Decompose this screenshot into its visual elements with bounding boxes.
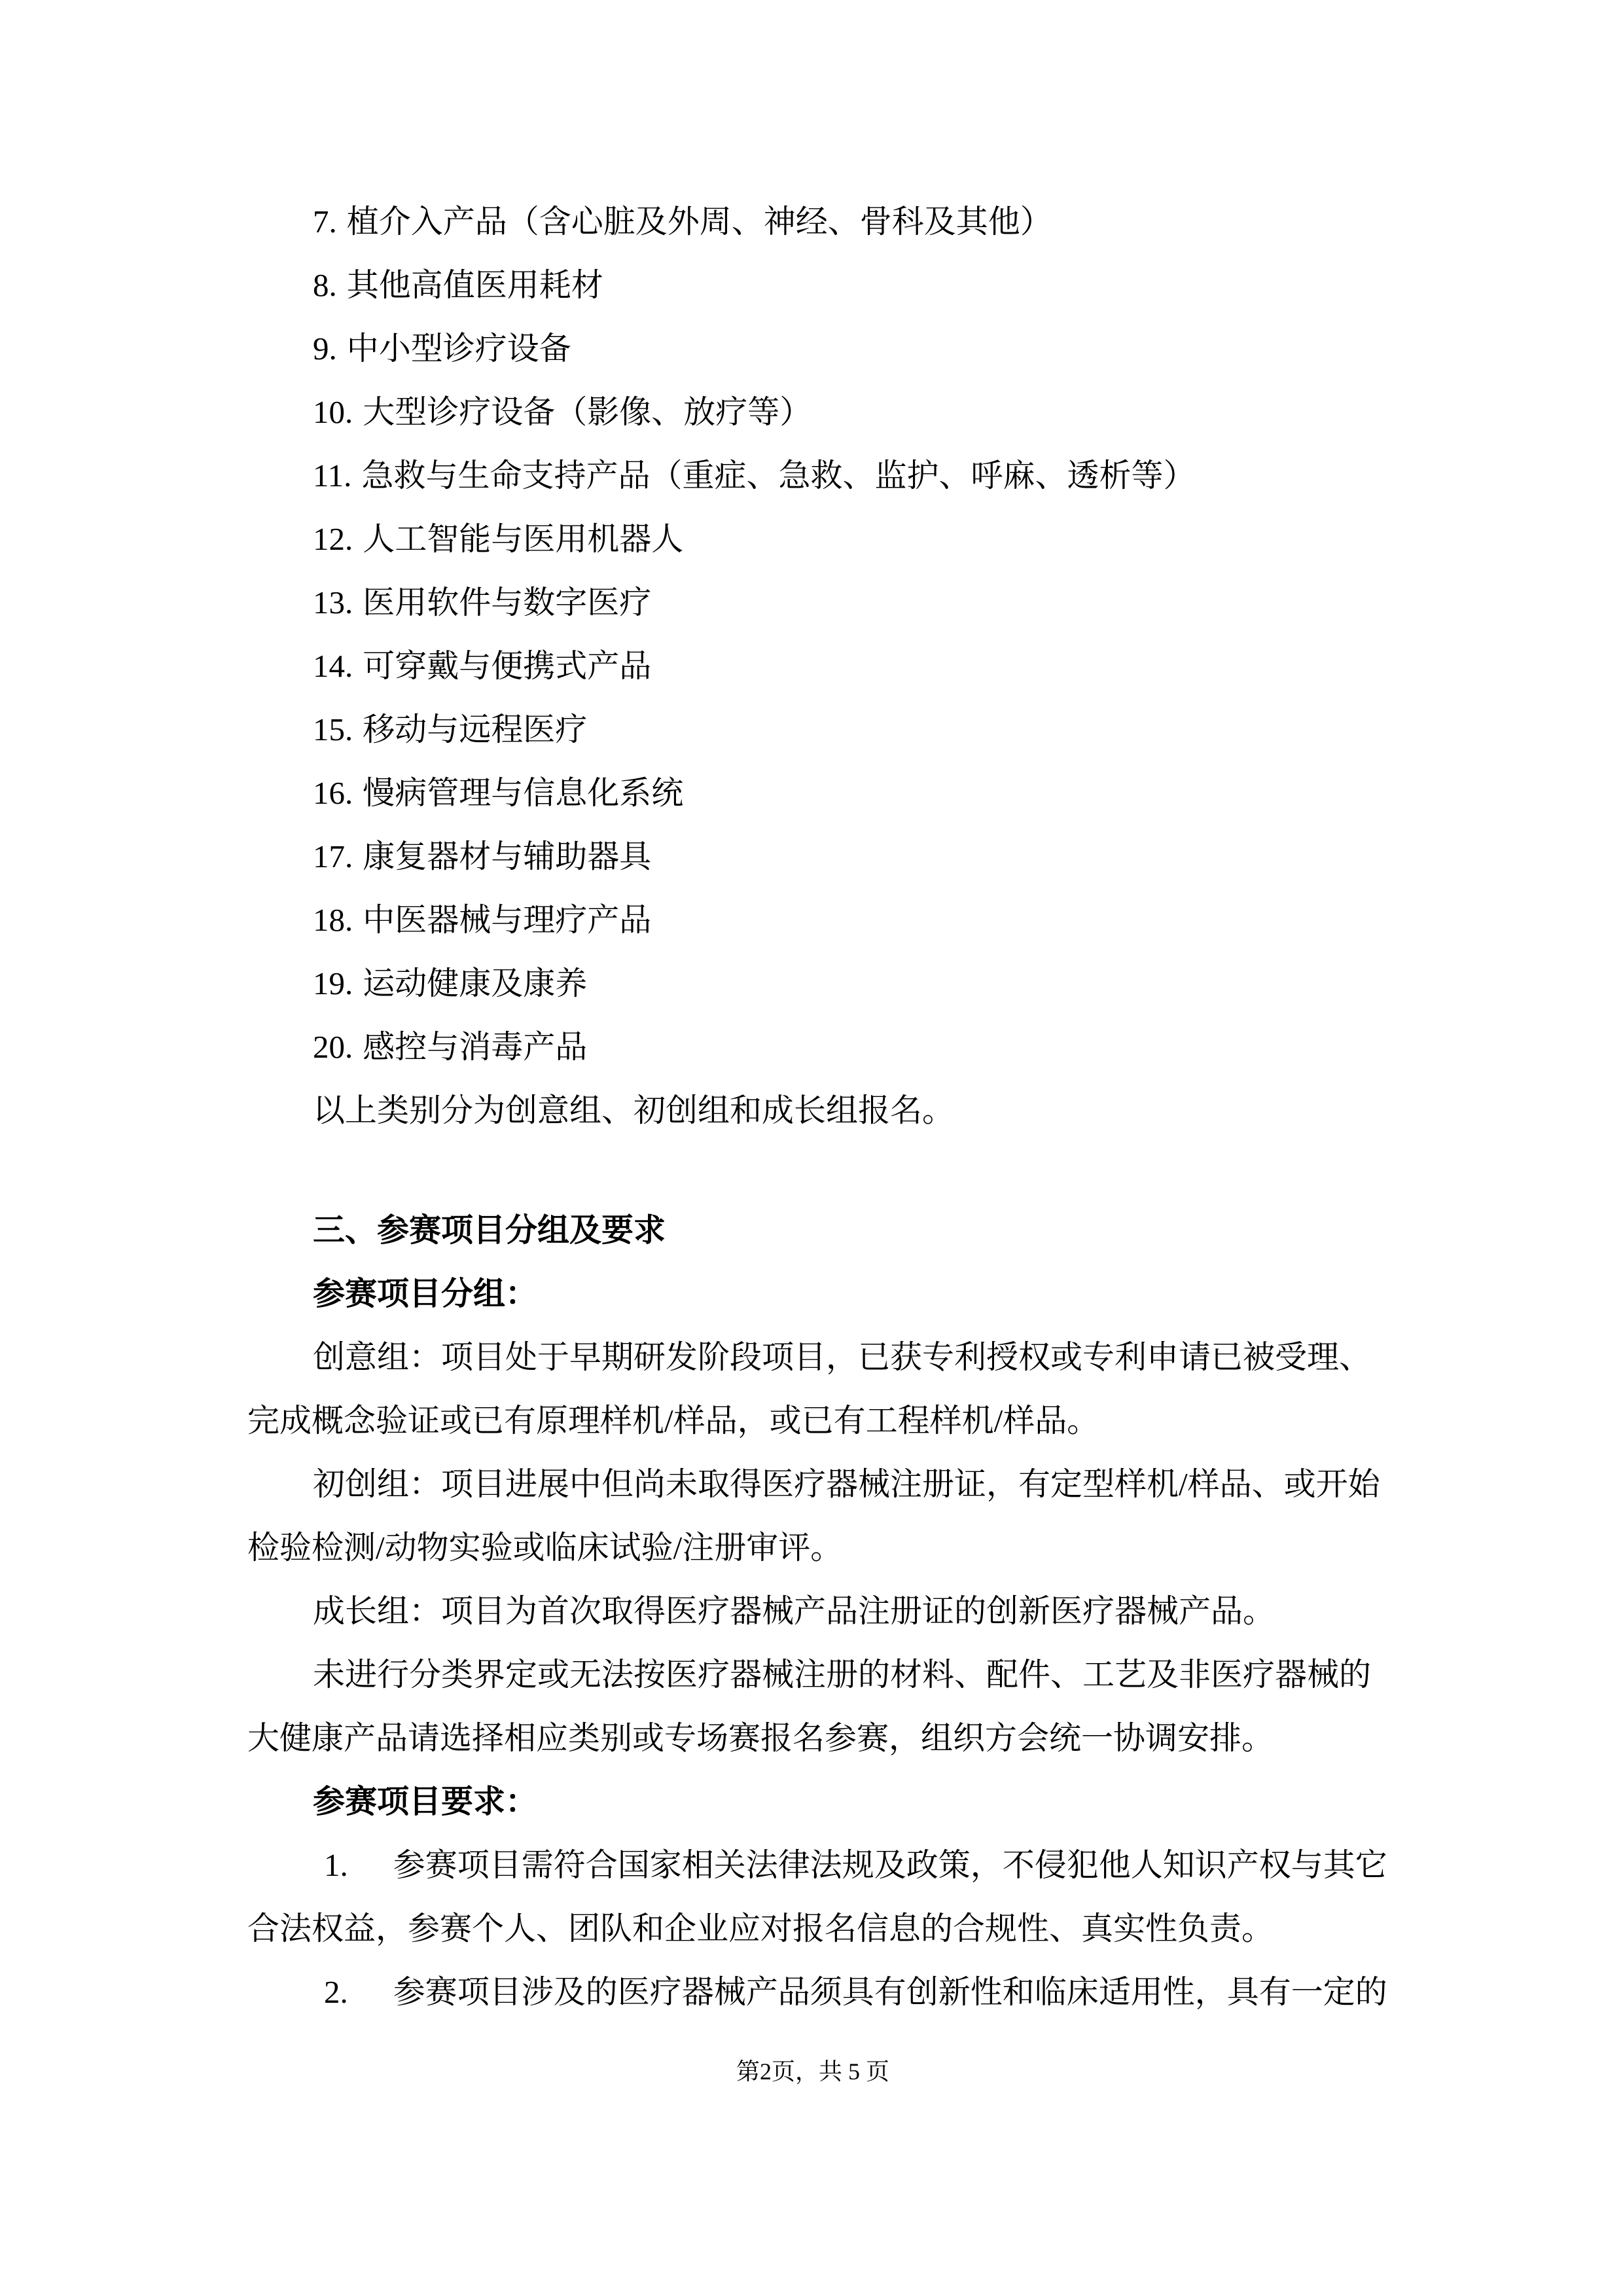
list-number: 16. bbox=[313, 775, 353, 811]
list-item-15 bbox=[247, 698, 1378, 761]
list-text: 感控与消毒产品 bbox=[363, 1029, 588, 1065]
list-text: 植介入产品（含心脏及外周、神经、骨科及其他） bbox=[346, 204, 1052, 240]
group-line-unclassified: 未进行分类界定或无法按医疗器械注册的材料、配件、工艺及非医疗器械的 bbox=[313, 1657, 1372, 1693]
requirement-text: 参赛项目涉及的医疗器械产品须具有创新性和临床适用性，具有一定的 bbox=[393, 1974, 1387, 2010]
group-line-unclassified-cont: 大健康产品请选择相应类别或专场赛报名参赛，组织方会统一协调安排。 bbox=[247, 1720, 1274, 1756]
list-item-8 bbox=[247, 253, 1378, 317]
group-line-creative-cont: 完成概念验证或已有原理样机/样品，或已有工程样机/样品。 bbox=[247, 1403, 1099, 1439]
list-item-18 bbox=[247, 888, 1378, 952]
group-line-creative: 创意组：项目处于早期研发阶段项目，已获专利授权或专利申请已被受理、 bbox=[313, 1339, 1372, 1375]
list-item-17 bbox=[247, 825, 1378, 888]
list-item-20 bbox=[247, 1015, 1378, 1079]
grouping-subheading: 参赛项目分组： bbox=[313, 1276, 538, 1312]
list-number: 11. bbox=[313, 457, 352, 493]
list-item-16 bbox=[247, 761, 1378, 825]
list-text: 中小型诊疗设备 bbox=[346, 331, 571, 367]
list-number: 14. bbox=[313, 648, 353, 684]
requirement-item-1 bbox=[247, 1833, 1387, 1897]
requirement-item-2 bbox=[247, 1960, 1387, 2024]
list-number: 19. bbox=[313, 965, 353, 1001]
list-item-7 bbox=[247, 190, 1378, 253]
list-text: 中医器械与理疗产品 bbox=[363, 902, 652, 938]
list-text: 其他高值医用耗材 bbox=[346, 267, 603, 303]
list-item-11 bbox=[247, 444, 1378, 507]
group-line-startup-cont: 检验检测/动物实验或临床试验/注册审评。 bbox=[247, 1530, 843, 1566]
list-item-13 bbox=[247, 571, 1378, 634]
list-text: 慢病管理与信息化系统 bbox=[363, 775, 684, 811]
list-number: 7. bbox=[313, 204, 337, 240]
requirement-text: 参赛项目需符合国家相关法律法规及政策，不侵犯他人知识产权与其它 bbox=[393, 1847, 1387, 1883]
list-item-14 bbox=[247, 634, 1378, 698]
page-footer: 第2页，共 5 页 bbox=[736, 2058, 889, 2085]
paragraph-gap bbox=[247, 1142, 1378, 1198]
list-number: 8. bbox=[313, 267, 337, 303]
requirement-number: 2. bbox=[324, 1974, 348, 2010]
list-text: 大型诊疗设备（影像、放疗等） bbox=[363, 394, 812, 430]
list-number: 18. bbox=[313, 902, 353, 938]
section-heading: 三、参赛项目分组及要求 bbox=[313, 1212, 666, 1248]
list-item-10 bbox=[247, 380, 1378, 444]
group-line-startup: 初创组：项目进展中但尚未取得医疗器械注册证，有定型样机/样品、或开始 bbox=[313, 1466, 1380, 1502]
requirements-subheading: 参赛项目要求： bbox=[313, 1784, 538, 1820]
list-text: 医用软件与数字医疗 bbox=[363, 584, 652, 620]
list-item-9 bbox=[247, 317, 1378, 380]
list-text: 运动健康及康养 bbox=[363, 965, 588, 1001]
list-item-12 bbox=[247, 507, 1378, 571]
requirement-number: 1. bbox=[324, 1847, 348, 1883]
list-text: 移动与远程医疗 bbox=[363, 711, 588, 747]
list-text: 人工智能与医用机器人 bbox=[363, 521, 684, 557]
closing-line: 以上类别分为创意组、初创组和成长组报名。 bbox=[313, 1092, 955, 1128]
list-text: 急救与生命支持产品（重症、急救、监护、呼麻、透析等） bbox=[361, 457, 1196, 493]
list-item-19 bbox=[247, 952, 1378, 1015]
list-number: 17. bbox=[313, 838, 353, 874]
page-body bbox=[247, 190, 1387, 2024]
group-line-growth: 成长组：项目为首次取得医疗器械产品注册证的创新医疗器械产品。 bbox=[313, 1593, 1275, 1629]
list-number: 20. bbox=[313, 1029, 353, 1065]
list-number: 13. bbox=[313, 584, 353, 620]
list-number: 12. bbox=[313, 521, 353, 557]
list-text: 可穿戴与便携式产品 bbox=[363, 648, 652, 684]
requirement-item-1-cont: 合法权益，参赛个人、团队和企业应对报名信息的合规性、真实性负责。 bbox=[247, 1910, 1274, 1946]
list-number: 10. bbox=[313, 394, 353, 430]
list-number: 9. bbox=[313, 331, 337, 367]
list-text: 康复器材与辅助器具 bbox=[363, 838, 652, 874]
list-number: 15. bbox=[313, 711, 353, 747]
